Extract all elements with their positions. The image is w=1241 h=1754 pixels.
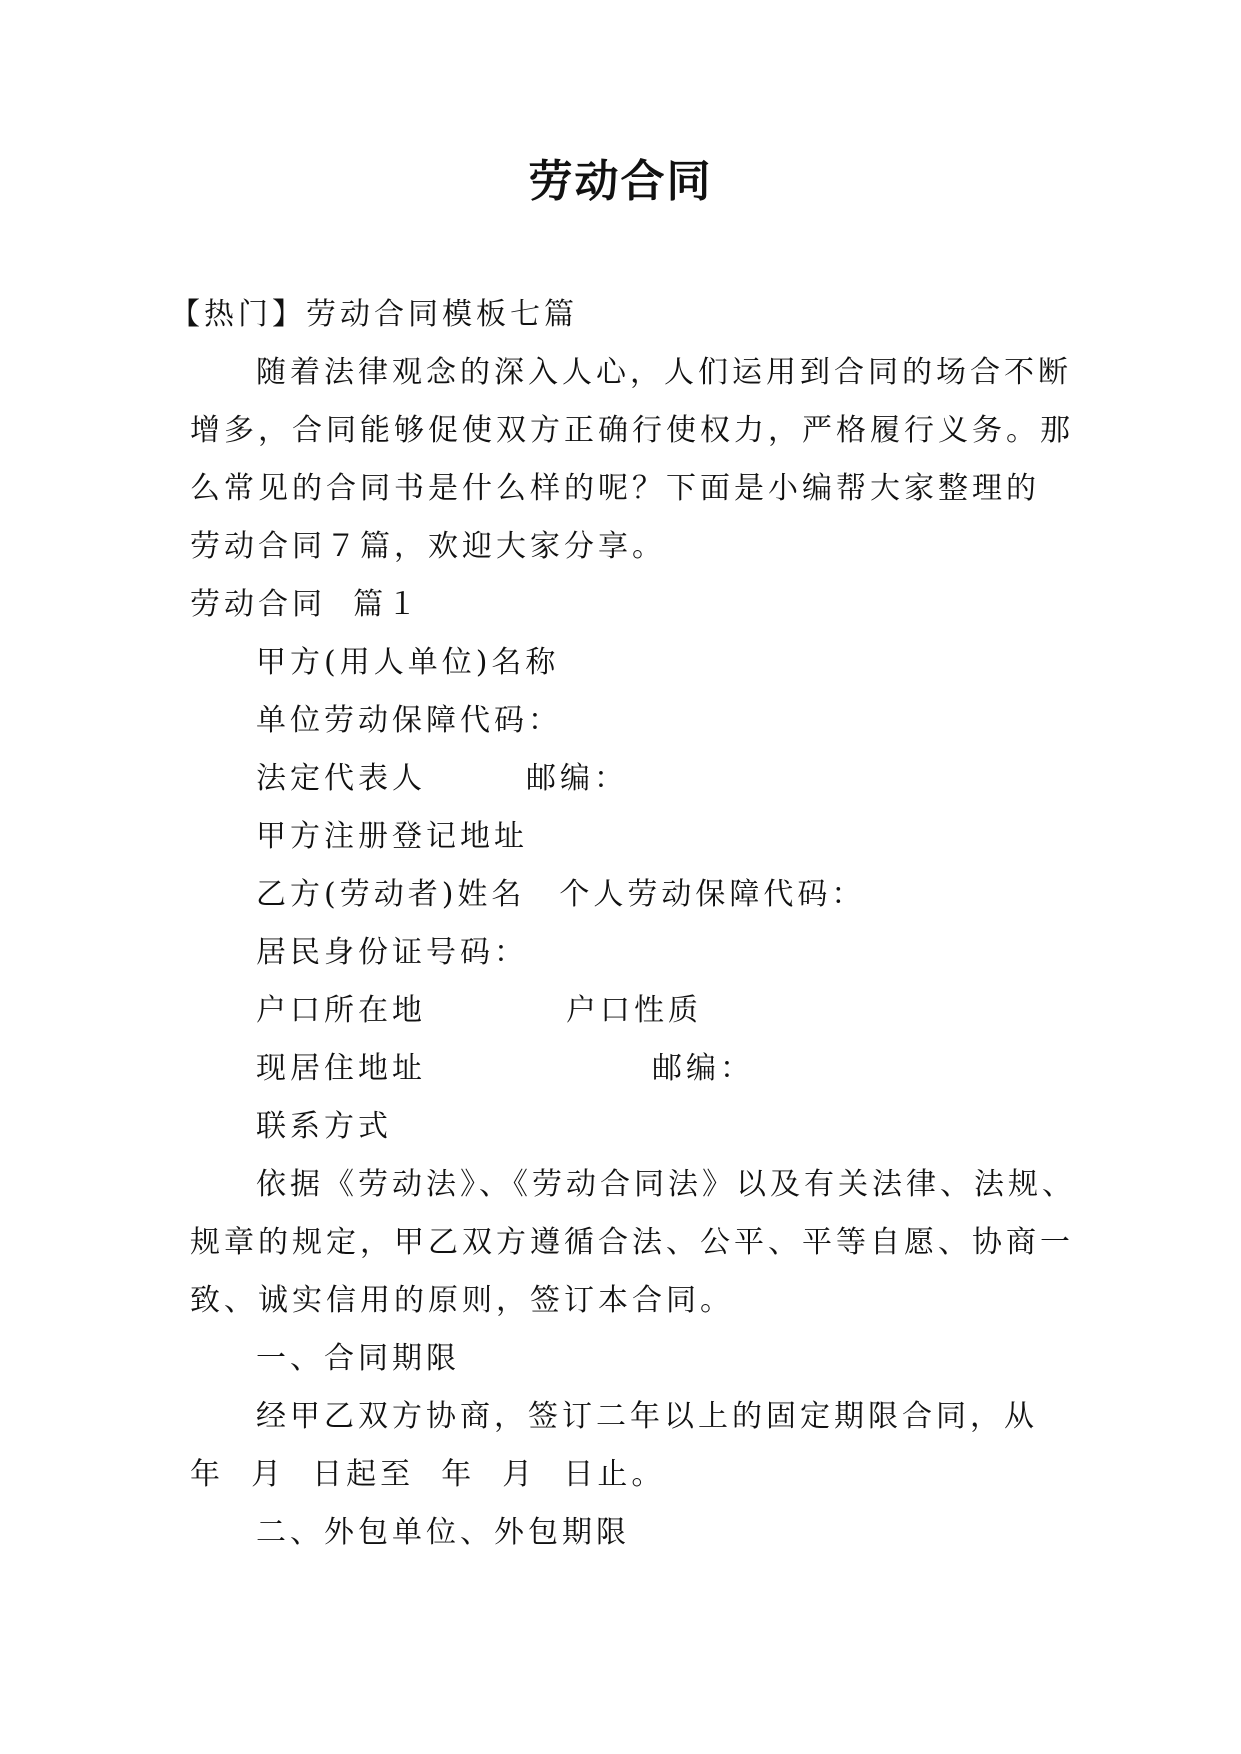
legal-rep-label: 法定代表人 (256, 761, 426, 796)
postcode-label-1: 邮编： (526, 761, 628, 796)
id-number-field: 居民身份证号码： (256, 935, 528, 970)
party-a-address-field: 甲方注册登记地址 (256, 819, 528, 854)
hukou-row (190, 982, 1060, 1040)
document-body (170, 286, 1076, 1562)
clause-2-title: 二、外包单位、外包期限 (256, 1515, 630, 1550)
section-title: 劳动合同 篇１ (190, 587, 422, 622)
intro-line-2: 增多，合同能够促使双方正确行使权力，严格履行义务。那 (190, 413, 1074, 448)
intro-line-1: 随着法律观念的深入人心，人们运用到合同的场合不断 (256, 355, 1072, 390)
basis-line-3: 致、诚实信用的原则，签订本合同。 (190, 1283, 734, 1318)
personal-code-label: 个人劳动保障代码： (559, 877, 866, 912)
document-title: 劳动合同 (528, 156, 713, 207)
current-address-label: 现居住地址 (256, 1051, 426, 1086)
clause-1-line-1: 经甲乙双方协商，签订二年以上的固定期限合同，从 (256, 1399, 1038, 1434)
postcode-label-2: 邮编： (652, 1051, 754, 1086)
party-a-name-field: 甲方(用人单位)名称 (256, 645, 560, 680)
intro-line-4: 劳动合同７篇，欢迎大家分享。 (190, 529, 666, 564)
hukou-location-label: 户口所在地 (256, 993, 426, 1028)
unit-code-field: 单位劳动保障代码： (256, 703, 562, 738)
hukou-type-label: 户口性质 (566, 993, 702, 1028)
basis-line-2: 规章的规定，甲乙双方遵循合法、公平、平等自愿、协商一 (190, 1225, 1074, 1260)
legal-rep-row (190, 750, 1060, 808)
basis-line-1: 依据《劳动法》、《劳动合同法》以及有关法律、法规、 (256, 1167, 1076, 1202)
clause-1-title: 一、合同期限 (256, 1341, 460, 1376)
intro-line-3: 么常见的合同书是什么样的呢？下面是小编帮大家整理的 (190, 471, 1040, 506)
current-address-row (190, 1040, 1060, 1098)
clause-1-line-2: 年 月 日起至 年 月 日止。 (190, 1457, 666, 1492)
document-heading: 【热门】劳动合同模板七篇 (170, 297, 578, 332)
contact-field: 联系方式 (256, 1109, 392, 1144)
party-b-row (190, 866, 1060, 924)
party-b-name-label: 乙方(劳动者)姓名 (256, 877, 526, 912)
